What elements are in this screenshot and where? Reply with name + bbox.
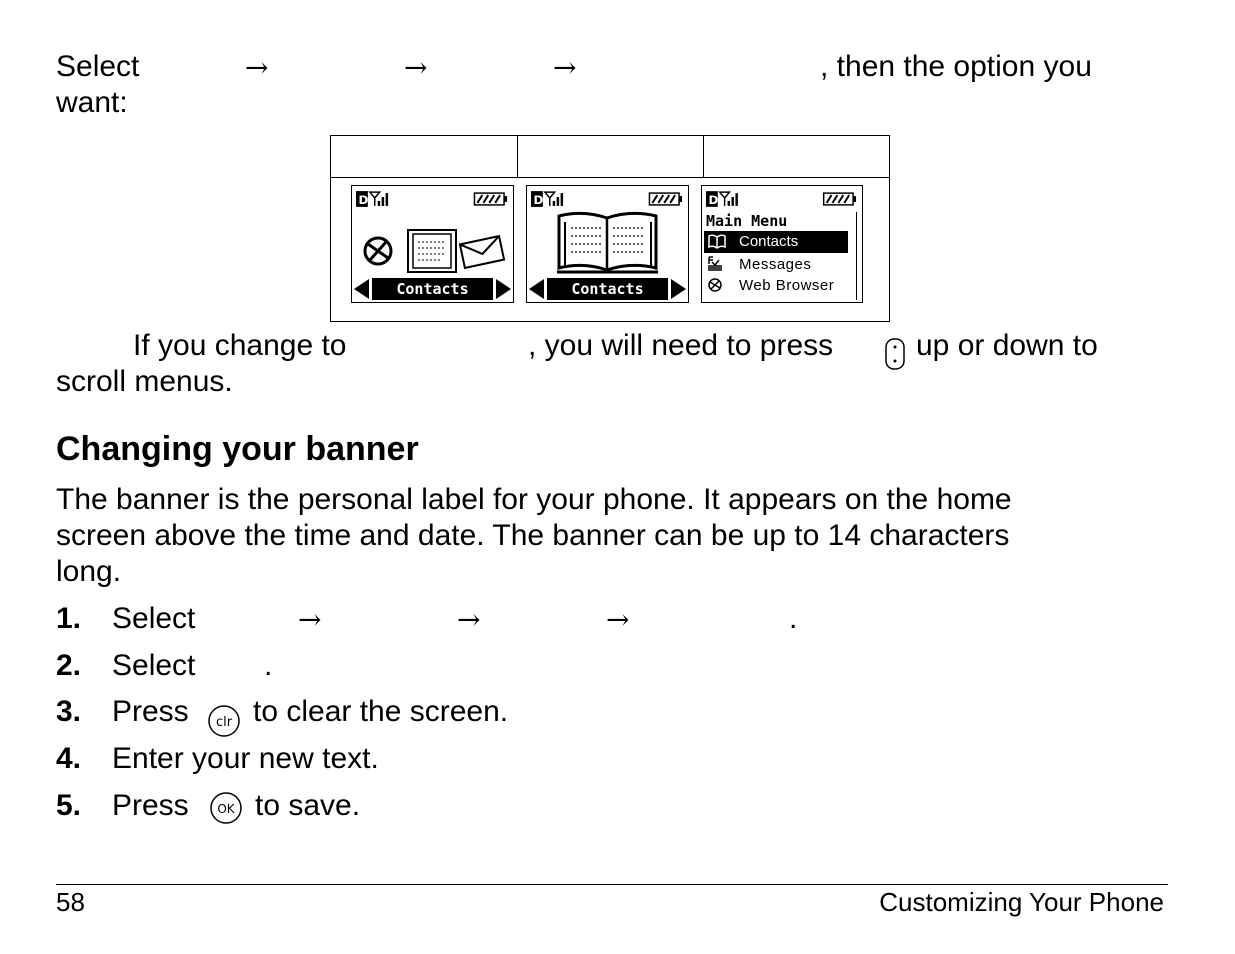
table-divider <box>517 136 518 177</box>
intro-line2: want: <box>56 86 128 119</box>
step-end: . <box>264 649 273 682</box>
step-after: to clear the screen. <box>253 695 509 728</box>
section-heading: Changing your banner <box>56 430 419 468</box>
digital-indicator-label: D <box>533 192 544 207</box>
step-text: Select <box>112 602 196 635</box>
messages-inbox-icon <box>707 256 723 272</box>
messages-icon <box>460 236 504 268</box>
left-arrow-icon <box>529 279 544 299</box>
chapter-title: Customizing Your Phone <box>879 887 1164 917</box>
note-part3: up or down to <box>916 329 1098 362</box>
ok-key-icon <box>209 791 243 825</box>
digital-indicator-label: D <box>708 192 719 207</box>
step-text: Press <box>112 789 189 822</box>
status-bar <box>356 190 509 208</box>
step-number: 3. <box>56 695 82 728</box>
status-bar <box>531 190 684 208</box>
note-line2: scroll menus. <box>56 365 233 398</box>
battery-icon <box>649 193 682 205</box>
contacts-book-icon <box>708 234 726 249</box>
step-number: 1. <box>56 602 82 635</box>
phone-screen-icons <box>351 185 514 303</box>
softkey-label: Contacts <box>547 278 668 300</box>
web-browser-icon <box>365 238 391 264</box>
footer-rule <box>56 884 1168 885</box>
menu-item-selected <box>704 231 848 253</box>
table-divider <box>703 136 704 177</box>
battery-icon <box>474 193 507 205</box>
note-part2: , you will need to press <box>528 329 834 362</box>
menu-icon-row <box>362 228 507 274</box>
ok-key-label: OK <box>217 802 235 816</box>
section-paragraph-line: The banner is the personal label for your phone. It appears on the home <box>56 483 1012 516</box>
scrollbar <box>856 212 857 300</box>
open-book-icon <box>555 210 660 276</box>
step-text: Select <box>112 649 196 682</box>
battery-icon <box>824 193 856 205</box>
note-part1: If you change to <box>133 329 347 362</box>
signal-strength-icon <box>720 192 738 206</box>
left-arrow-icon <box>354 279 369 299</box>
signal-strength-icon <box>545 192 563 206</box>
contacts-icon <box>408 230 456 272</box>
table-header-row <box>331 136 889 178</box>
status-bar <box>706 190 858 208</box>
step-text: Press <box>112 695 189 728</box>
intro-select: Select <box>56 50 140 83</box>
page-number: 58 <box>56 887 85 917</box>
right-arrow-icon <box>496 279 511 299</box>
menu-title: Main Menu <box>706 212 788 230</box>
menu-path-arrow: → <box>298 603 322 636</box>
phone-screen-list <box>701 185 863 303</box>
menu-path-arrow: → <box>245 51 269 84</box>
menu-path-arrow: → <box>457 603 481 636</box>
digital-indicator-label: D <box>358 192 369 207</box>
step-number: 4. <box>56 742 82 775</box>
phone-screen-large-icon <box>526 185 689 303</box>
menu-path-arrow: → <box>606 603 630 636</box>
menu-item-label: Contacts <box>739 233 799 250</box>
menu-item-label: Web Browser <box>739 277 835 294</box>
right-arrow-icon <box>671 279 686 299</box>
step-after: to save. <box>255 789 361 822</box>
menu-item-label: Messages <box>739 256 812 273</box>
menu-style-table <box>330 135 890 322</box>
section-paragraph-line: screen above the time and date. The banner can be up to 14 characters <box>56 519 1010 552</box>
softkey-bar <box>529 278 686 300</box>
step-text: Enter your new text. <box>112 742 379 775</box>
softkey-label: Contacts <box>372 278 493 300</box>
menu-path-arrow: → <box>404 51 428 84</box>
step-number: 2. <box>56 649 82 682</box>
web-browser-icon <box>707 277 723 293</box>
intro-trailing: , then the option you <box>820 50 1092 83</box>
menu-path-arrow: → <box>553 51 577 84</box>
signal-strength-icon <box>370 192 388 206</box>
clear-key-icon <box>207 704 241 738</box>
softkey-bar <box>354 278 511 300</box>
section-paragraph-line: long. <box>56 555 122 588</box>
step-number: 5. <box>56 789 82 822</box>
step-end: . <box>789 602 798 635</box>
navigation-key-icon <box>884 337 906 371</box>
clear-key-label: clr <box>215 715 233 730</box>
